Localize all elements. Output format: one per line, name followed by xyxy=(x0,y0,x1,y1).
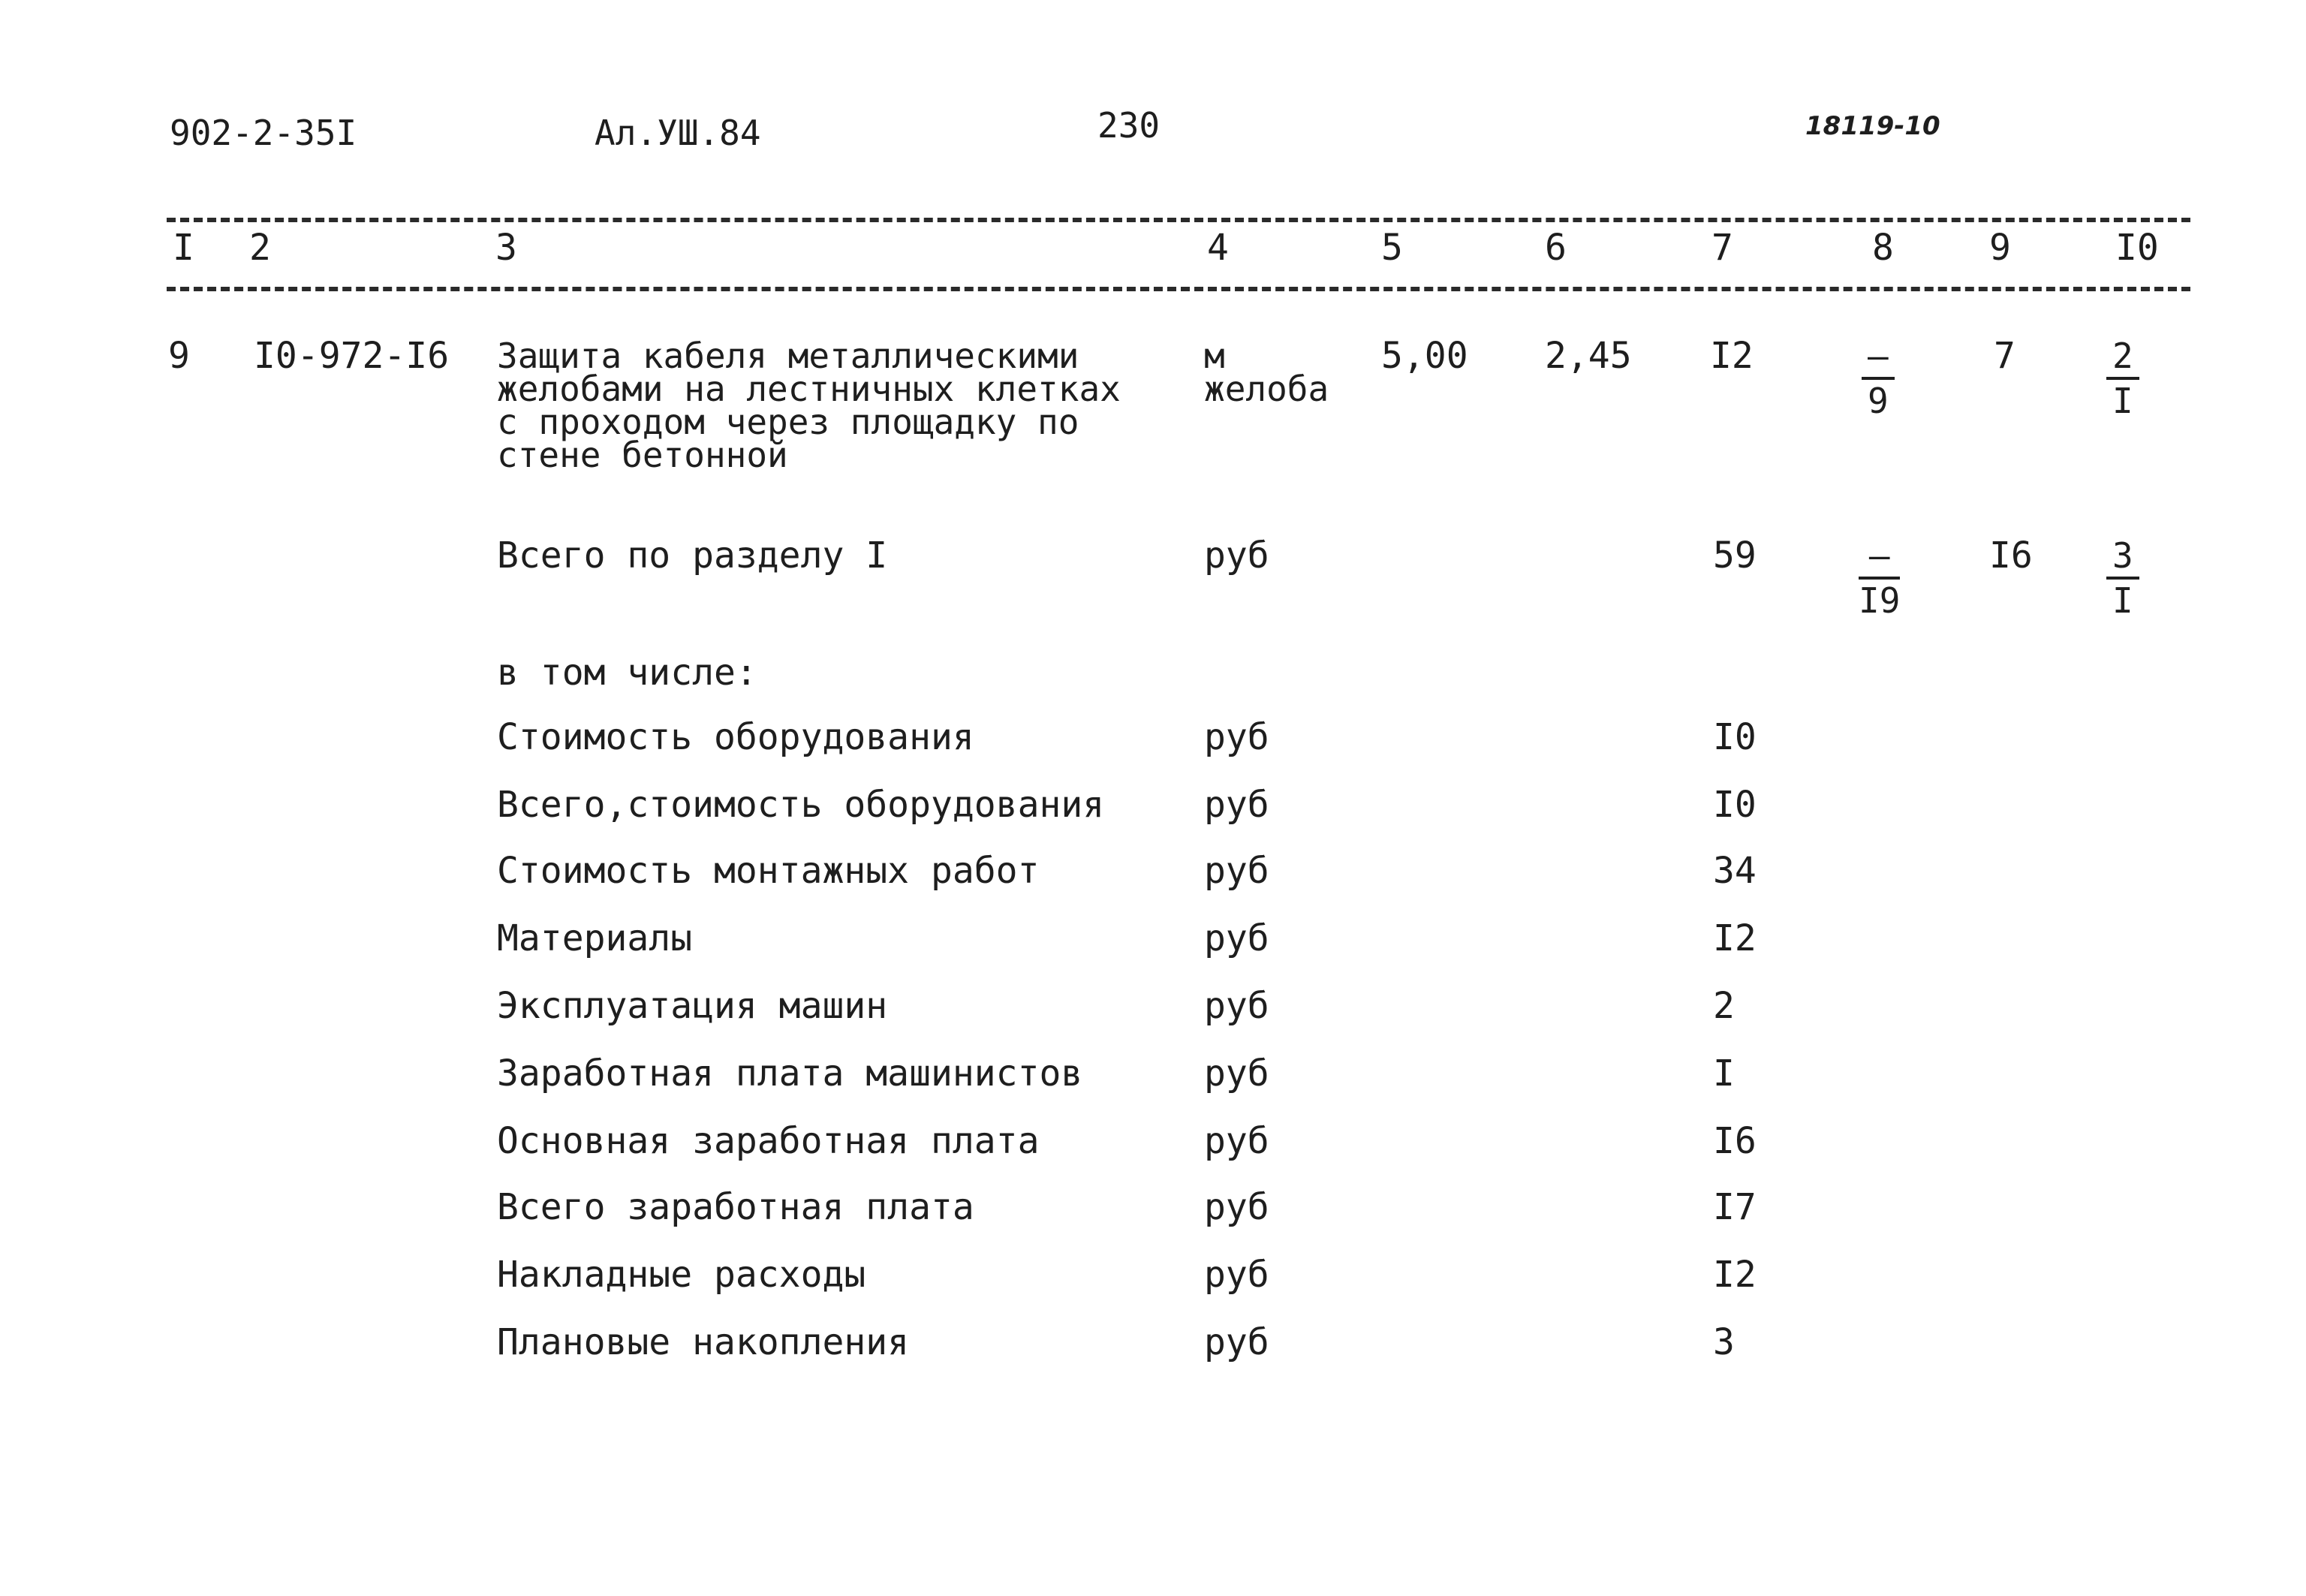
breakdown-value: I6 xyxy=(1713,1120,1757,1162)
breakdown-unit: руб xyxy=(1204,850,1269,892)
breakdown-value: 2 xyxy=(1713,985,1735,1027)
breakdown-label: Заработная плата машинистов xyxy=(497,1052,1083,1095)
item-col10-fraction xyxy=(2106,335,2139,422)
album-reference: Ал.УШ.84 xyxy=(595,113,761,153)
breakdown-value: I2 xyxy=(1713,917,1757,959)
column-header-10: I0 xyxy=(2115,227,2159,269)
column-header-1: I xyxy=(173,227,194,269)
section-total-value: 59 xyxy=(1713,535,1757,577)
breakdown-unit: руб xyxy=(1204,1321,1269,1363)
document-code: 902-2-35I xyxy=(170,113,357,153)
breakdown-value: I7 xyxy=(1713,1186,1757,1228)
column-header-5: 5 xyxy=(1381,227,1403,269)
breakdown-unit: руб xyxy=(1204,716,1269,758)
item-description: Защита кабеля металлическими желобами на лестничных клетках с проходом через площадку по стене бетонной xyxy=(497,336,1121,475)
item-quantity: 5,00 xyxy=(1381,335,1468,377)
section-total-col8-numerator: – xyxy=(1859,535,1900,580)
breakdown-value: I0 xyxy=(1713,784,1757,826)
breakdown-label: Материалы xyxy=(497,917,693,959)
item-col10-numerator: 2 xyxy=(2106,335,2139,380)
breakdown-value: I2 xyxy=(1713,1254,1757,1296)
breakdown-unit: руб xyxy=(1204,917,1269,959)
breakdown-unit: руб xyxy=(1204,985,1269,1027)
item-unit: м желоба xyxy=(1204,336,1329,409)
including-label: в том числе: xyxy=(497,652,757,694)
breakdown-value: I0 xyxy=(1713,716,1757,758)
breakdown-label: Накладные расходы xyxy=(497,1254,866,1296)
breakdown-label: Всего заработная плата xyxy=(497,1186,974,1228)
breakdown-value: 34 xyxy=(1713,850,1757,892)
breakdown-label: Плановые накопления xyxy=(497,1321,910,1363)
item-col9: 7 xyxy=(1994,335,2015,377)
column-header-7: 7 xyxy=(1711,227,1733,269)
archive-stamp: 18119-10 xyxy=(1805,111,1940,141)
column-header-6: 6 xyxy=(1545,227,1567,269)
breakdown-unit: руб xyxy=(1204,1052,1269,1095)
item-number: 9 xyxy=(168,335,190,377)
column-header-8: 8 xyxy=(1872,227,1894,269)
breakdown-unit: руб xyxy=(1204,1254,1269,1296)
item-unit-price: 2,45 xyxy=(1545,335,1632,377)
header-top-rule xyxy=(167,218,2190,222)
breakdown-label: Стоимость монтажных работ xyxy=(497,850,1040,892)
section-total-col8-denominator: I9 xyxy=(1859,580,1901,621)
section-total-col10-numerator: 3 xyxy=(2106,535,2139,580)
item-code: I0-972-I6 xyxy=(254,335,450,377)
breakdown-label: Стоимость оборудования xyxy=(497,716,974,758)
section-total-col10-fraction xyxy=(2106,535,2139,622)
column-header-3: 3 xyxy=(495,227,517,269)
item-col8-fraction xyxy=(1862,335,1895,422)
column-header-4: 4 xyxy=(1207,227,1229,269)
item-col10-denominator: I xyxy=(2112,381,2133,421)
section-total-col10-denominator: I xyxy=(2112,580,2133,621)
breakdown-unit: руб xyxy=(1204,1186,1269,1228)
breakdown-unit: руб xyxy=(1204,1120,1269,1162)
header-bottom-rule xyxy=(167,287,2190,291)
item-col8-denominator: 9 xyxy=(1868,381,1889,421)
item-col8-numerator: – xyxy=(1862,335,1895,380)
breakdown-value: I xyxy=(1713,1052,1735,1095)
section-total-col8-fraction xyxy=(1859,535,1900,622)
breakdown-label: Основная заработная плата xyxy=(497,1120,1040,1162)
section-total-label: Всего по разделу I xyxy=(497,535,888,577)
column-header-2: 2 xyxy=(249,227,271,269)
item-total: I2 xyxy=(1710,335,1754,377)
column-header-9: 9 xyxy=(1989,227,2011,269)
breakdown-value: 3 xyxy=(1713,1321,1735,1363)
breakdown-unit: руб xyxy=(1204,784,1269,826)
section-total-unit: руб xyxy=(1204,535,1269,577)
section-total-col9: I6 xyxy=(1989,535,2033,577)
page-number: 230 xyxy=(1097,105,1161,146)
breakdown-label: Всего,стоимость оборудования xyxy=(497,784,1105,826)
breakdown-label: Эксплуатация машин xyxy=(497,985,888,1027)
